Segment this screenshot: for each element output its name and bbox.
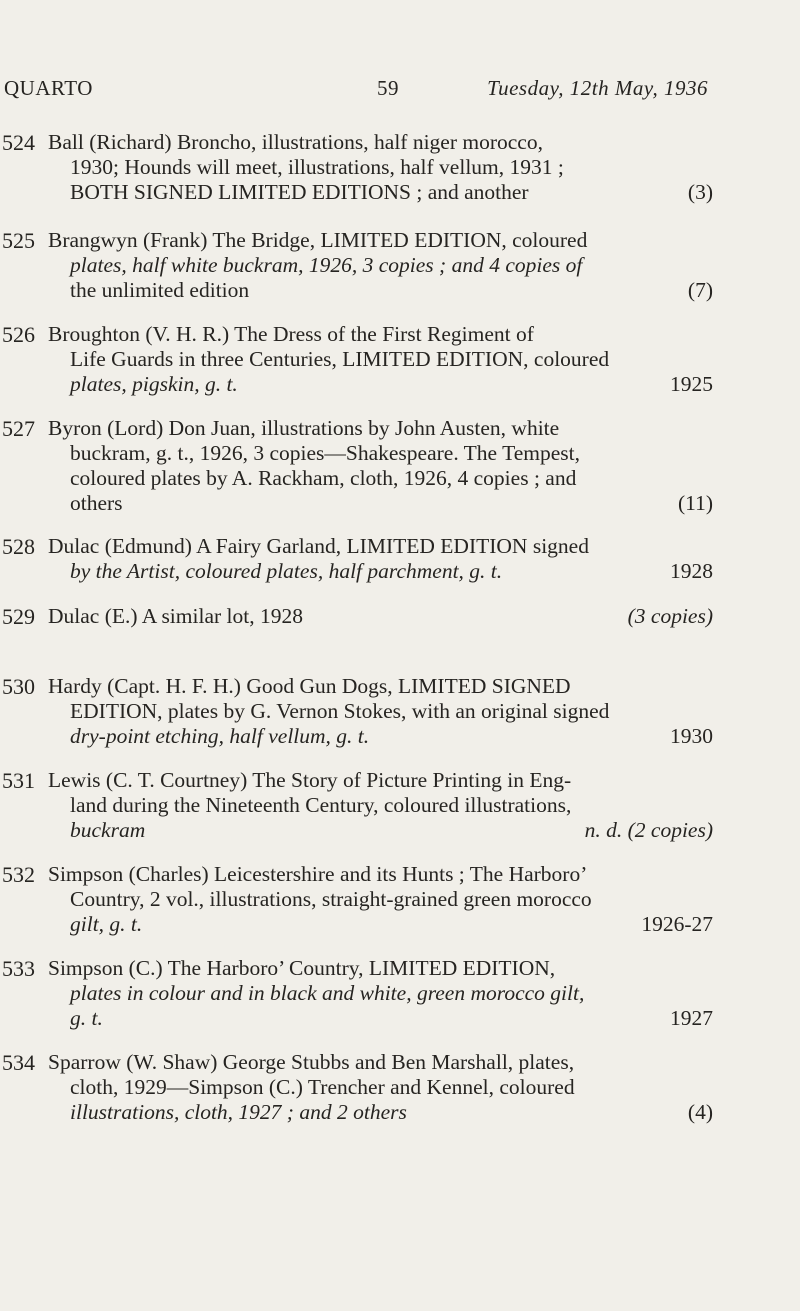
lot-line-tail (705, 322, 713, 347)
lot-number: 533 (2, 956, 35, 981)
lot-line (48, 768, 713, 793)
lot-line (70, 724, 713, 749)
lot-line-tail (705, 253, 713, 278)
lot-line (70, 278, 713, 303)
lot-line-text: Hardy (Capt. H. F. H.) Good Gun Dogs, LIMITED SIGNED (48, 674, 571, 698)
lot-line (48, 228, 713, 253)
lot-line-tail: 1926-27 (641, 912, 713, 936)
lot-line-text: Dulac (E.) A similar lot, 1928 (48, 604, 303, 628)
lot-line (48, 416, 713, 441)
lot-description (48, 1050, 713, 1125)
lot-line-tail: (7) (687, 278, 713, 302)
lot-line (48, 130, 713, 155)
lot-line-text: Country, 2 vol., illustrations, straight-grained green morocco (70, 887, 592, 911)
lot-line (48, 604, 713, 629)
lot-line-tail (705, 130, 713, 155)
lot-line-text: Broughton (V. H. R.) The Dress of the First Regiment of (48, 322, 534, 346)
lot-line (70, 347, 713, 372)
lot-line-tail (705, 956, 713, 981)
lot-line-text: Brangwyn (Frank) The Bridge, LIMITED EDITION, coloured (48, 228, 588, 252)
lot-line (48, 322, 713, 347)
lot-line-tail: 1927 (670, 1006, 713, 1030)
lot-description (48, 228, 713, 303)
lot-line (70, 559, 713, 584)
lot-number: 526 (2, 322, 35, 347)
lot-line (48, 1050, 713, 1075)
lot-line-tail (705, 1050, 713, 1075)
lot-line-text: plates, half white buckram, 1926, 3 copies ; and 4 copies of (70, 253, 583, 277)
lot-line-tail (705, 534, 713, 559)
lot-line (70, 372, 713, 397)
lot-line (70, 1006, 713, 1031)
lot-line-tail: 1928 (670, 559, 713, 583)
lot-line-tail (705, 155, 713, 180)
lot-line (70, 466, 713, 491)
lot-line (70, 981, 713, 1006)
lot-line (48, 862, 713, 887)
lot-number: 532 (2, 862, 35, 887)
lot-line (70, 491, 713, 516)
lot-line-text: cloth, 1929—Simpson (C.) Trencher and Kennel, coloured (70, 1075, 575, 1099)
lot-line-tail (705, 466, 713, 491)
lot-description (48, 674, 713, 749)
lot-description (48, 534, 713, 584)
lot-line-text: plates in colour and in black and white, green morocco gilt, (70, 981, 585, 1005)
lot-line-text: Sparrow (W. Shaw) George Stubbs and Ben Marshall, plates, (48, 1050, 575, 1074)
lot-description (48, 956, 713, 1031)
lot-line (70, 253, 713, 278)
lot-line-tail: (3 copies) (627, 604, 713, 628)
lot-line (70, 793, 713, 818)
lot-description (48, 862, 713, 937)
lot-line-tail: 1925 (670, 372, 713, 396)
sale-date: Tuesday, 12th May, 1936 (487, 76, 708, 100)
lot-line-tail (705, 1075, 713, 1100)
lot-line-tail (705, 228, 713, 253)
lot-line (70, 155, 713, 180)
lot-line-tail (705, 887, 713, 912)
lot-description (48, 768, 713, 843)
lot-line-tail (705, 416, 713, 441)
lot-line-text: Simpson (C.) The Harboro’ Country, LIMITED EDITION, (48, 956, 556, 980)
lot-line-tail: n. d. (2 copies) (584, 818, 713, 842)
lot-line-text: plates, pigskin, g. t. (70, 372, 238, 396)
lot-line-text: the unlimited edition (70, 278, 250, 302)
lot-line-text: gilt, g. t. (70, 912, 143, 936)
lot-number: 530 (2, 674, 35, 699)
page-number: 59 (377, 76, 399, 100)
lot-line-text: Ball (Richard) Broncho, illustrations, half niger morocco, (48, 130, 543, 154)
header-format: QUARTO (4, 76, 93, 100)
lot-line-text: buckram (70, 818, 146, 842)
lot-line-text: EDITION, plates by G. Vernon Stokes, with an original signed (70, 699, 610, 723)
lot-line (48, 674, 713, 699)
lot-line (70, 887, 713, 912)
lot-line-tail: (4) (687, 1100, 713, 1124)
lot-line-text: buckram, g. t., 1926, 3 copies—Shakespeare. The Tempest, (70, 441, 580, 465)
lot-line-tail (705, 699, 713, 724)
lot-number: 524 (2, 130, 35, 155)
lot-line-tail (705, 768, 713, 793)
lot-line-text: Byron (Lord) Don Juan, illustrations by John Austen, white (48, 416, 560, 440)
lot-line-text: by the Artist, coloured plates, half parchment, g. t. (70, 559, 503, 583)
lot-line-text: Lewis (C. T. Courtney) The Story of Picture Printing in Eng- (48, 768, 572, 792)
lot-line (70, 818, 713, 843)
lot-line (70, 441, 713, 466)
lot-line-text: Life Guards in three Centuries, LIMITED EDITION, coloured (70, 347, 610, 371)
lot-description (48, 130, 713, 205)
lot-line-text: 1930; Hounds will meet, illustrations, half vellum, 1931 ; (70, 155, 564, 179)
lot-line-text: Simpson (Charles) Leicestershire and its Hunts ; The Harboro’ (48, 862, 588, 886)
lot-line-tail (705, 793, 713, 818)
lot-line-text: BOTH SIGNED LIMITED EDITIONS ; and another (70, 180, 529, 204)
lot-line-tail: 1930 (670, 724, 713, 748)
lot-description (48, 322, 713, 397)
lot-line-text: illustrations, cloth, 1927 ; and 2 others (70, 1100, 407, 1124)
page-header (4, 76, 708, 104)
lot-line-text: coloured plates by A. Rackham, cloth, 1926, 4 copies ; and (70, 466, 577, 490)
lot-line (70, 699, 713, 724)
lot-line (48, 534, 713, 559)
lot-line (70, 912, 713, 937)
lot-line-tail: (11) (677, 491, 713, 515)
lot-line (70, 1100, 713, 1125)
lot-line (48, 956, 713, 981)
lot-line (70, 1075, 713, 1100)
lot-number: 534 (2, 1050, 35, 1075)
lot-line-tail (705, 981, 713, 1006)
lot-number: 531 (2, 768, 35, 793)
lot-line-text: g. t. (70, 1006, 103, 1030)
lot-line-text: land during the Nineteenth Century, coloured illustrations, (70, 793, 572, 817)
lot-line-tail (705, 347, 713, 372)
lot-line-tail (705, 674, 713, 699)
lot-number: 528 (2, 534, 35, 559)
lot-line-tail: (3) (687, 180, 713, 204)
lot-line-text: Dulac (Edmund) A Fairy Garland, LIMITED EDITION signed (48, 534, 589, 558)
lot-number: 529 (2, 604, 35, 629)
lot-line-text: others (70, 491, 123, 515)
lot-number: 525 (2, 228, 35, 253)
lot-line-tail (705, 862, 713, 887)
lot-number: 527 (2, 416, 35, 441)
lot-description (48, 604, 713, 629)
lot-line-tail (705, 441, 713, 466)
lot-line-text: dry-point etching, half vellum, g. t. (70, 724, 370, 748)
lot-description (48, 416, 713, 516)
lot-line (70, 180, 713, 205)
